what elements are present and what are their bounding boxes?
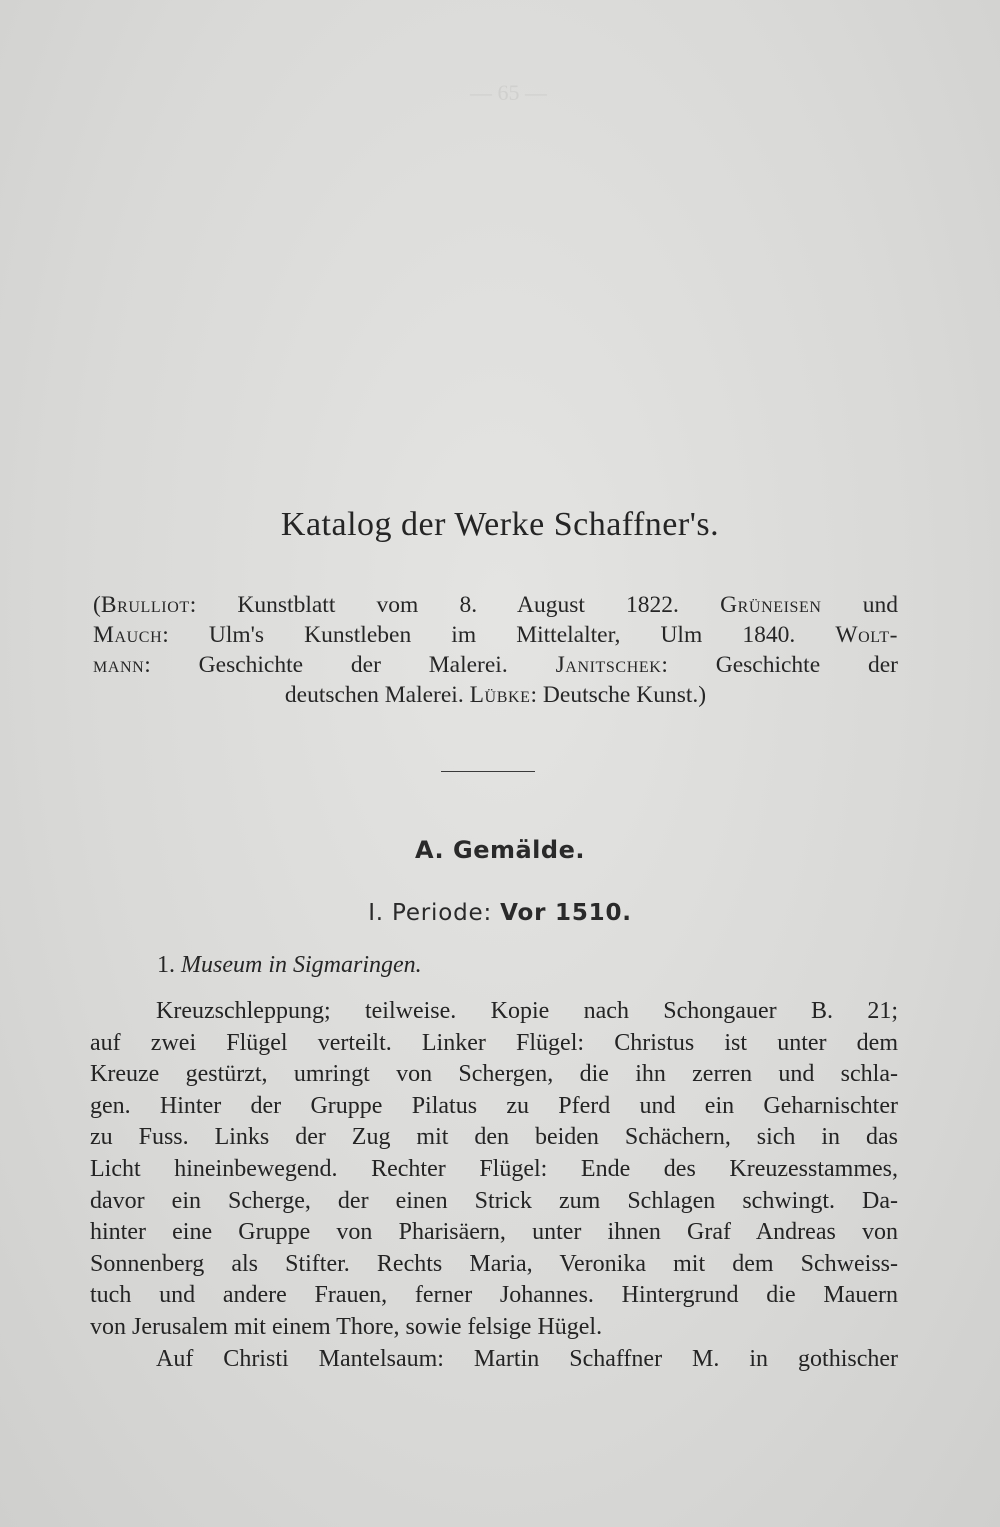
body-line: Kreuze gestürzt, umringt von Schergen, die ihn zerren und schla- bbox=[90, 1061, 898, 1088]
body-line: davor ein Scherge, der einen Strick zum Schlagen schwingt. Da- bbox=[90, 1187, 898, 1214]
bibliography-line bbox=[93, 650, 898, 680]
author-name: Lübke bbox=[469, 682, 531, 708]
entry-number: 1. bbox=[157, 952, 175, 978]
body-line: Sonnenberg als Stifter. Rechts Maria, Veronika mit dem Schweiss- bbox=[90, 1250, 898, 1277]
section-divider bbox=[441, 771, 535, 772]
body-line: auf zwei Flügel verteilt. Linker Flügel: Christus ist unter dem bbox=[90, 1029, 898, 1056]
body-line: zu Fuss. Links der Zug mit den beiden Schächern, sich in das bbox=[90, 1124, 898, 1151]
author-name: Brulliot bbox=[100, 592, 190, 618]
catalog-title: Katalog der Werke Schaffner's. bbox=[280, 506, 720, 543]
bibliography-line bbox=[93, 590, 898, 620]
body-line: von Jerusalem mit einem Thore, sowie felsige Hügel. bbox=[90, 1313, 603, 1340]
author-name: Janitschek bbox=[555, 652, 662, 678]
bibliography-line bbox=[93, 680, 898, 710]
entry-body-text bbox=[90, 996, 898, 1375]
bibliography-text: : Deutsche Kunst.) bbox=[530, 682, 707, 708]
author-name: Grüneisen bbox=[720, 592, 822, 618]
bibliography-line bbox=[93, 620, 898, 650]
period-value: Vor 1510. bbox=[500, 900, 632, 926]
bibliography-text: : Geschichte der Malerei. bbox=[144, 652, 556, 678]
bibliography-text: deutschen Malerei. bbox=[284, 682, 470, 708]
body-line: Kreuzschleppung; teilweise. Kopie nach Schongauer B. 21; bbox=[156, 998, 898, 1024]
bibliography-text: ( bbox=[93, 592, 101, 618]
body-line: tuch und andere Frauen, ferner Johannes. Hintergrund die Mauern bbox=[90, 1282, 898, 1309]
body-line: hinter eine Gruppe von Pharisäern, unter ihnen Graf Andreas von bbox=[90, 1219, 898, 1246]
author-name: Mauch bbox=[93, 622, 163, 648]
bleed-through-page-number: — 65 — bbox=[470, 80, 547, 105]
bibliography-text: : Geschichte der bbox=[661, 652, 898, 678]
bibliography-text: : Ulm's Kunstleben im Mittelalter, Ulm 1840. bbox=[162, 622, 836, 648]
period-label: I. Periode: bbox=[368, 900, 493, 926]
section-heading: A. Gemälde. bbox=[415, 836, 585, 864]
author-name: mann bbox=[93, 652, 145, 678]
body-line: Licht hineinbewegend. Rechter Flügel: Ende des Kreuzesstammes, bbox=[90, 1155, 898, 1182]
bibliography-text: und bbox=[821, 592, 898, 618]
body-line: gen. Hinter der Gruppe Pilatus zu Pferd und ein Geharnischter bbox=[90, 1092, 898, 1119]
period-heading bbox=[0, 900, 1000, 926]
body-line: Auf Christi Mantelsaum: Martin Schaffner M. in gothischer bbox=[156, 1345, 898, 1372]
bibliography-text: : Kunstblatt vom 8. August 1822. bbox=[189, 592, 721, 618]
entry-location: Museum in Sigmaringen. bbox=[181, 952, 422, 978]
bibliography-note bbox=[93, 590, 898, 710]
author-name: Wolt- bbox=[835, 622, 898, 648]
entry-heading bbox=[157, 952, 422, 979]
